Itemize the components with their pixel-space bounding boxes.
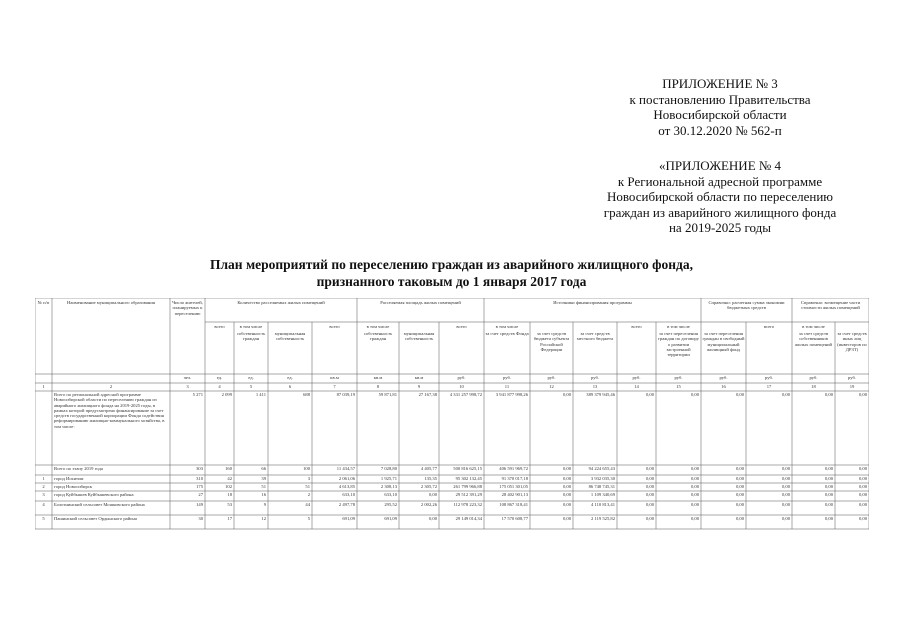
row-number: 4 [42,502,45,507]
column-subheader: муниципальная собственность [274,331,306,342]
appendix-4-line: к Региональной адресной программе [617,173,823,189]
row-name: Всего по этапу 2019 года [54,466,103,471]
table-cell: 53 [227,502,232,507]
column-subheader: всего [763,324,775,329]
title-line: План мероприятий по переселению граждан из аварийного жилищного фонда, [209,257,694,272]
table-cell: 0,00 [735,484,744,489]
row-name: город Новосибирск [54,484,93,489]
table-cell: 0,00 [735,476,744,481]
table-cell: 0,00 [735,492,744,497]
table-cell: 2 497,78 [338,502,355,507]
column-number: 10 [459,384,464,389]
table-cell: 0,00 [428,492,437,497]
table-cell: 51 [305,484,310,489]
table-cell: 0,00 [690,392,699,397]
unit-label: кв.м [414,375,424,380]
column-header: Справочно: расчетная сумма экономии бюджетных средств [708,300,785,311]
table-cell: 500 816 625,15 [453,466,482,471]
document-title [100,256,803,290]
table-cell: 12 [261,516,266,521]
table-cell: 0,00 [562,476,571,481]
table-cell: 0,00 [428,516,437,521]
table-cell: 95 302 132,45 [455,476,482,481]
row-number [36,466,51,474]
row-name: Пашинский сельсовет Ордынского района [54,516,137,521]
table-cell: 30 [198,516,203,521]
table-cell: 18 [227,492,232,497]
table-cell: 39 [261,476,266,481]
table-cell: 310 [196,476,203,481]
table-cell: 0,00 [824,516,833,521]
table-cell: 0,00 [735,516,744,521]
table-cell: 691,09 [342,516,355,521]
column-header: Наименование муниципального образования [67,300,155,305]
column-subheader: за счет переселения граждан в свободный муниципальный жилищный фонд [702,331,745,352]
table-cell: 0,00 [781,466,790,471]
column-number: 7 [333,384,336,389]
column-number: 16 [721,384,726,389]
row-name: город Куйбышев Куйбышевского района [54,492,134,497]
column-subheader: за счет средств иных лиц (инвесторов по ДРЗТ) [837,331,867,352]
table-cell: 0,00 [645,516,654,521]
column-number: 19 [849,384,855,389]
appendix-3-line: от 30.12.2020 № 562-п [658,122,782,138]
column-header: Источники финансирования программы [553,300,632,305]
table-cell: 160 [225,466,232,471]
column-subheader: за счет переселения граждан по договору о развитии застроенной территории [658,331,699,358]
appendix-3-line: ПРИЛОЖЕНИЕ № 3 [662,76,778,91]
table-cell: 2 308,13 [380,484,397,489]
table-cell: 633,10 [342,492,355,497]
column-number: 4 [218,384,221,389]
column-number: 8 [376,384,380,389]
table-cell: 0,00 [645,476,654,481]
table-cell: 1 109 340,69 [590,492,615,497]
table-cell: 0,00 [645,466,654,471]
table-cell: 94 224 655,43 [588,466,615,471]
table-cell: 102 [225,484,232,489]
table-cell: 0,00 [858,484,867,489]
table-cell: 28 402 901,13 [501,492,528,497]
unit-label: ед. [287,375,293,380]
column-subheader: за счет средств собственников жилых помещений [794,331,833,347]
column-number: 14 [634,384,639,389]
column-subheader: всего [456,324,467,329]
table-cell: 0,00 [824,466,833,471]
table-cell: 44 [305,502,310,507]
column-subheader: за счет средств бюджета субъекта Российской Федерации [533,331,570,352]
table-cell: 0,00 [858,392,867,397]
table-cell: 0,00 [781,502,790,507]
table-cell: 0,00 [824,492,833,497]
column-subheader: за счет средств местного бюджета [576,331,614,342]
column-number: 3 [186,384,189,389]
column-number: 5 [249,384,253,389]
table-cell: 0,00 [781,476,790,481]
table-cell: 3 941 877 998,26 [495,392,528,397]
column-number: 11 [504,384,510,389]
column-number: 6 [288,384,292,389]
table-cell: 688 [303,392,310,397]
table-cell: 11 434,57 [336,466,355,471]
table-cell: 0,00 [562,492,571,497]
title-line: признанного таковым до 1 января 2017 года [316,274,587,289]
table-cell: 29 149 014,34 [455,516,482,521]
table-cell: 303 [196,466,203,471]
table-cell: 16 [261,492,266,497]
table-cell: 112 978 223,32 [453,502,482,507]
appendix-4-header [585,158,855,236]
table-cell: 1 925,71 [380,476,397,481]
unit-label: руб. [765,375,773,380]
unit-label: ед. [216,375,223,380]
table-cell: 691,09 [384,516,397,521]
table-cell: 633,10 [384,492,397,497]
column-header: Количество расселяемых жилых помещений [237,300,325,305]
unit-label: ед. [248,375,254,380]
table-cell: 0,00 [690,476,699,481]
table-cell: 1 411 [255,392,266,397]
table-cell: 0,00 [735,392,744,397]
column-subheader: всего [214,324,225,329]
unit-label: кв.м [373,375,383,380]
table-cell: 5 271 [192,392,203,397]
unit-label: руб. [809,375,818,380]
table-cell: 29 512 391,29 [455,492,482,497]
appendix-3-line: Новосибирской области [653,107,787,122]
row-name: Всего по региональной адресной программе Новосибирской области по переселению граждан из аварийного жилищного фонда на 2019-2025 годы, в рамках которой предусмотрено финансирование за счет средств государственной корпорации Фонда содействия реформированию жилищно-коммунального хозяйства, в том числе: [54,392,165,429]
table-cell: 0,00 [858,466,867,471]
column-subheader: всего [329,324,340,329]
column-number: 12 [549,384,554,389]
row-number [36,392,51,464]
table-cell: 0,00 [858,516,867,521]
table-cell: 0,00 [645,484,654,489]
column-number: 13 [592,384,598,389]
column-subheader: собственность граждан [363,331,393,342]
table-cell: 149 [196,502,203,507]
table-cell: 0,00 [690,484,699,489]
table-cell: 0,00 [690,466,699,471]
column-subheader: муниципальная собственность [403,331,435,342]
table-cell: 0,00 [824,392,833,397]
appendix-4-line: граждан из аварийного жилищного фонда [603,204,837,220]
table-cell: 17 570 608,77 [501,516,528,521]
table-cell: 0,00 [824,476,833,481]
table-cell: 0,00 [858,492,867,497]
table-cell: 0,00 [562,466,571,471]
table-cell: 9 [263,502,266,507]
unit-label: руб. [848,375,856,380]
unit-label: руб. [632,375,641,380]
column-subheader: в том числе [495,324,519,329]
appendix-4-line: на 2019-2025 годы [668,220,772,235]
unit-label: кв.м [330,375,339,380]
table-cell: 0,00 [690,502,699,507]
table-cell: 66 [261,466,266,471]
table-cell: 100 [303,466,310,471]
table-cell: 2 099 [221,392,232,397]
table-cell: 4 405,77 [420,466,437,471]
table-cell: 2 119 525,82 [591,516,615,521]
table-cell: 0,00 [690,516,699,521]
unit-label: руб. [591,375,599,380]
row-number: 3 [42,492,45,497]
column-subheader: в том числе [366,324,390,329]
table-cell: 0,00 [562,502,571,507]
column-subheader: за счет средств Фонда [485,331,529,336]
table-cell: 5 [307,516,310,521]
table-cell: 51 [261,484,266,489]
row-number: 2 [42,484,45,489]
appendix-4-line: «ПРИЛОЖЕНИЕ № 4 [658,158,782,173]
column-header: № п/п [37,300,50,305]
table-cell: 87 039,19 [336,392,355,397]
appendix-3-line: к постановлению Правительства [629,91,811,107]
unit-label: руб. [503,375,511,380]
table-cell: 0,00 [858,502,867,507]
table-cell: 295,52 [384,502,397,507]
table-cell: 0,00 [824,502,833,507]
table-cell: 7 028,80 [380,466,397,471]
table-cell: 0,00 [562,516,571,521]
table-cell: 0,00 [735,502,744,507]
column-number: 2 [109,384,113,389]
table-cell: 2 [307,492,310,497]
column-subheader: в том числе [802,324,825,329]
column-subheader: всего [631,324,642,329]
table-cell: 3 [307,476,310,481]
row-number: 1 [42,476,45,481]
column-header: Число жителей, планируемых к переселению [172,300,203,316]
column-number: 15 [676,384,681,389]
row-name: Болотнинский сельсовет Мошковского района [54,502,145,507]
appendix-4-line: Новосибирской области по переселению [606,189,833,204]
unit-label: чел. [183,375,192,380]
row-number: 5 [42,516,45,521]
table-cell: 175 051 301,05 [499,484,528,489]
table-cell: 0,00 [645,492,654,497]
row-name: город Искитим [54,476,84,481]
table-cell: 27 167,38 [418,392,437,397]
unit-label: руб. [674,375,683,380]
table-cell: 0,00 [562,484,571,489]
table-cell: 0,00 [735,466,744,471]
column-header: Расселяемая площадь жилых помещений [380,300,461,305]
table-cell: 0,00 [781,484,790,489]
appendix-3-header [600,76,840,138]
table-cell: 389 379 945,46 [586,392,615,397]
column-number: 9 [417,384,421,389]
unit-label: руб. [457,375,466,380]
table-cell: 59 871,81 [378,392,397,397]
table-cell: 86 748 745,31 [588,484,615,489]
table-cell: 2 061,06 [338,476,355,481]
table-cell: 3 932 035,30 [590,476,615,481]
table-cell: 135,35 [424,476,437,481]
table-cell: 406 591 969,72 [499,466,528,471]
column-subheader: в том числе [667,324,690,329]
table-cell: 42 [227,476,232,481]
unit-label: руб. [547,375,556,380]
table-cell: 17 [227,516,232,521]
table-cell: 2 002,26 [420,502,437,507]
column-subheader: собственность граждан [236,331,266,342]
column-number: 1 [42,384,45,389]
table-cell: 4 613,85 [338,484,355,489]
table-cell: 0,00 [690,492,699,497]
table-cell: 0,00 [562,392,571,397]
table-cell: 0,00 [645,392,654,397]
table-cell: 27 [198,492,203,497]
table-cell: 91 370 017,18 [501,476,528,481]
table-cell: 175 [196,484,203,489]
column-number: 17 [766,384,772,389]
table-cell: 4 110 813,41 [591,502,615,507]
column-header: Справочно: возмещение части стоимости жилых помещений [800,300,861,311]
table-cell: 0,00 [781,492,790,497]
table-cell: 261 799 966,88 [453,484,482,489]
table-cell: 0,00 [824,484,833,489]
column-number: 18 [811,384,816,389]
resettlement-plan-table [35,298,869,568]
unit-label: руб. [719,375,728,380]
table-cell: 0,00 [781,516,790,521]
column-subheader: в том числе [239,324,263,329]
table-cell: 0,00 [858,476,867,481]
table-cell: 0,00 [645,502,654,507]
table-cell: 108 867 318,41 [499,502,528,507]
table-cell: 2 305,72 [420,484,437,489]
table-cell: 4 331 257 998,72 [449,392,482,397]
table-cell: 0,00 [781,392,790,397]
